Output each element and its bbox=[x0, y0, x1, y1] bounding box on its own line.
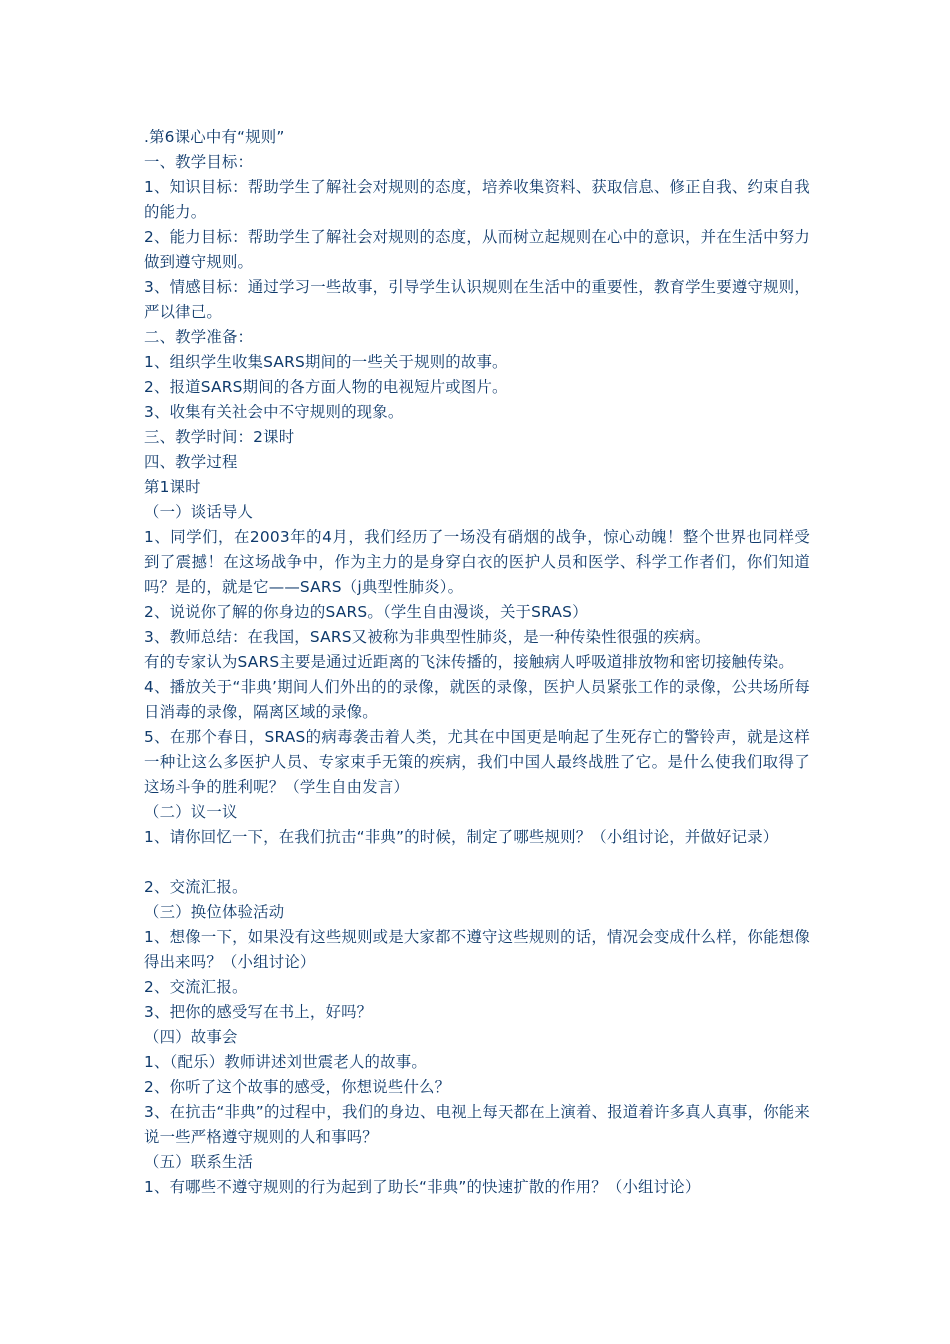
story-item: 3、在抗击“非典”的过程中，我们的身边、电视上每天都在上演着、报道着许多真人真事，你能来说一些严格遵守规则的人和事吗？ bbox=[144, 1103, 810, 1146]
story-item: 1、（配乐）教师讲述刘世震老人的故事。 bbox=[144, 1053, 427, 1071]
prep-item: 2、报道SARS期间的各方面人物的电视短片或图片。 bbox=[144, 378, 508, 396]
prep-item: 1、组织学生收集SARS期间的一些关于规则的故事。 bbox=[144, 353, 508, 371]
discuss-item: 2、交流汇报。 bbox=[144, 878, 248, 896]
roleplay-item: 1、想像一下，如果没有这些规则或是大家都不遵守这些规则的话，情况会变成什么样，你能想像得出来吗？（小组讨论） bbox=[144, 928, 810, 971]
intro-item: 3、教师总结：在我国，SARS又被称为非典型性肺炎，是一种传染性很强的疾病。 bbox=[144, 628, 711, 646]
intro-item: 有的专家认为SARS主要是通过近距离的飞沫传播的，接触病人呼吸道排放物和密切接触传染。 bbox=[144, 653, 794, 671]
section-heading-time: 三、教学时间：2课时 bbox=[144, 428, 295, 446]
part-heading-roleplay: （三）换位体验活动 bbox=[144, 903, 285, 921]
prep-item: 3、收集有关社会中不守规则的现象。 bbox=[144, 403, 404, 421]
section-heading-goals: 一、教学目标： bbox=[144, 153, 254, 171]
lesson-period-heading: 第1课时 bbox=[144, 478, 201, 496]
goal-ability: 2、能力目标：帮助学生了解社会对规则的态度，从而树立起规则在心中的意识，并在生活中努力做到遵守规则。 bbox=[144, 228, 810, 271]
intro-item: 5、在那个春日，SRAS的病毒袭击着人类，尤其在中国更是响起了生死存亡的警铃声，就是这样一种让这么多医护人员、专家束手无策的疾病，我们中国人最终战胜了它。是什么使我们取得了这场斗争的胜利呢？（学生自由发言） bbox=[144, 728, 810, 796]
goal-knowledge: 1、知识目标：帮助学生了解社会对规则的态度，培养收集资料、获取信息、修正自我、约束自我的能力。 bbox=[144, 178, 810, 221]
section-heading-prep: 二、教学准备： bbox=[144, 328, 254, 346]
intro-item: 1、同学们，在2003年的4月，我们经历了一场没有硝烟的战争，惊心动魄！整个世界也同样受到了震撼！在这场战争中，作为主力的是身穿白衣的医护人员和医学、科学工作者们，你们知道吗？是的，就是它——SARS（j典型性肺炎）。 bbox=[144, 528, 810, 596]
section-heading-process: 四、教学过程 bbox=[144, 453, 238, 471]
part-heading-life: （五）联系生活 bbox=[144, 1153, 254, 1171]
story-item: 2、你听了这个故事的感受，你想说些什么？ bbox=[144, 1078, 451, 1096]
part-heading-discuss: （二）议一议 bbox=[144, 803, 238, 821]
discuss-item: 1、请你回忆一下，在我们抗击“非典”的时候，制定了哪些规则？（小组讨论，并做好记录） bbox=[144, 828, 779, 846]
document-page bbox=[144, 125, 810, 1200]
lesson-title: .第6课心中有“规则” bbox=[144, 128, 285, 146]
blank-line bbox=[144, 850, 810, 875]
intro-item: 4、播放关于“非典’期间人们外出的的录像，就医的录像，医护人员紧张工作的录像，公共场所每日消毒的录像，隔离区域的录像。 bbox=[144, 678, 810, 721]
part-heading-story: （四）故事会 bbox=[144, 1028, 238, 1046]
roleplay-item: 3、把你的感受写在书上，好吗？ bbox=[144, 1003, 373, 1021]
goal-emotion: 3、情感目标：通过学习一些故事，引导学生认识规则在生活中的重要性，教育学生要遵守规则，严以律己。 bbox=[144, 278, 810, 321]
life-item: 1、有哪些不遵守规则的行为起到了助长“非典”的快速扩散的作用？（小组讨论） bbox=[144, 1178, 701, 1196]
roleplay-item: 2、交流汇报。 bbox=[144, 978, 248, 996]
part-heading-intro: （一）谈话导人 bbox=[144, 503, 254, 521]
intro-item: 2、说说你了解的你身边的SARS。（学生自由漫谈，关于SRAS） bbox=[144, 603, 588, 621]
